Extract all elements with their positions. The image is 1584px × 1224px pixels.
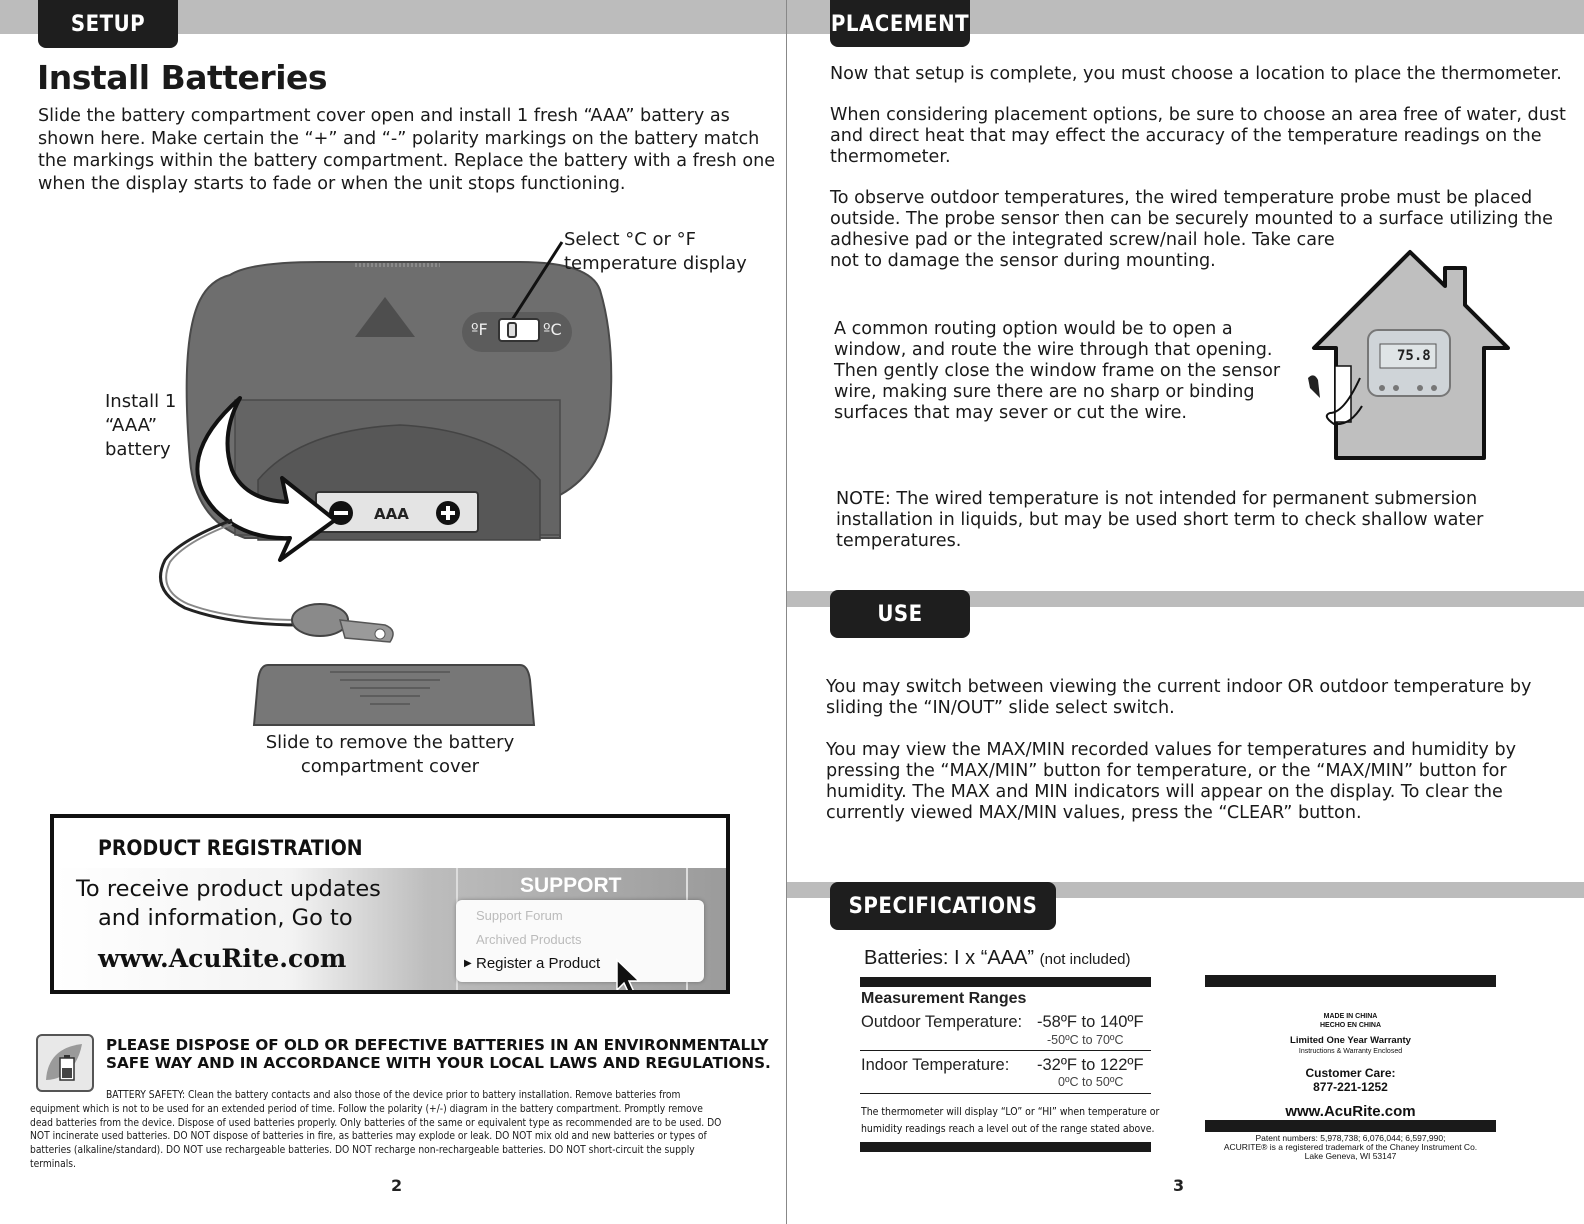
placement-line: thermometer. <box>830 147 951 167</box>
safety-line: dead batteries from the device. Dispose of used batteries properly. Only batteries of the same or equivalent type as recommended are to be used. DO <box>30 1117 722 1129</box>
outdoor-celsius: -50ºC to 70ºC <box>1047 1033 1124 1047</box>
warranty-block <box>1205 1012 1496 1121</box>
product-registration-box <box>50 814 730 994</box>
ranges-heading: Measurement Ranges <box>861 990 1027 1007</box>
battery-safety-text <box>30 1089 760 1172</box>
battery-callout <box>105 390 176 462</box>
intro-line: shown here. Make certain the “+” and “-” polarity markings on the battery match <box>38 129 760 149</box>
placement-line: window, and route the wire through that opening. <box>834 340 1273 360</box>
use-line: currently viewed MAX/MIN values, press the “CLEAR” button. <box>826 803 1362 823</box>
warranty-enclosed: Instructions & Warranty Enclosed <box>1298 1048 1403 1055</box>
battery-install-illustration <box>0 220 786 740</box>
use-line: You may switch between viewing the current indoor OR outdoor temperature by <box>826 677 1532 697</box>
callout-line: compartment cover <box>300 756 480 777</box>
safety-line: terminals. <box>30 1158 76 1170</box>
spec-divider <box>860 1050 1151 1051</box>
section-tab-setup: SETUP <box>38 0 178 48</box>
warranty-rule <box>1205 975 1496 987</box>
placement-line: wire, making sure there are no sharp or binding <box>834 382 1255 402</box>
dispose-line: PLEASE DISPOSE OF OLD OR DEFECTIVE BATTERIES IN AN ENVIRONMENTALLY <box>106 1036 769 1054</box>
indoor-label: Indoor Temperature: <box>861 1056 1010 1074</box>
warranty-url-link[interactable]: www.AcuRite.com <box>1285 1103 1416 1120</box>
mouse-cursor-icon <box>614 958 644 994</box>
warranty-rule <box>1205 1120 1496 1132</box>
note-line: temperatures. <box>836 531 962 551</box>
page-divider <box>786 0 787 1224</box>
house-display-reading: 75.8 <box>1397 348 1431 364</box>
placement-line: adhesive pad or the integrated screw/nail hole. Take care <box>830 230 1335 250</box>
section-tab-specifications: SPECIFICATIONS <box>830 882 1056 930</box>
spec-divider <box>860 1093 1151 1094</box>
warranty-text: Limited One Year Warranty <box>1290 1035 1411 1046</box>
use-line: pressing the “MAX/MIN” button for temperature, or the “MAX/MIN” button for <box>826 761 1507 781</box>
placement-line: outside. The probe sensor then can be securely mounted to a surface utilizing the <box>830 209 1553 229</box>
battery-label: AAA <box>374 505 409 523</box>
placement-line: When considering placement options, be sure to choose an area free of water, dust <box>830 105 1566 125</box>
trademark: ACURITE® is a registered trademark of the Chaney Instrument Co. <box>1223 1142 1478 1152</box>
patents: Patent numbers: 5,978,738; 6,076,044; 6,597,990; <box>1255 1133 1446 1143</box>
placement-line: not to damage the sensor during mounting. <box>830 251 1216 271</box>
dispose-line: SAFE WAY AND IN ACCORDANCE WITH YOUR LOCAL LAWS AND REGULATIONS. <box>106 1054 771 1072</box>
switch-callout <box>564 228 747 276</box>
menu-item-support-forum[interactable]: Support Forum <box>476 908 563 923</box>
intro-line: when the display starts to fade or when the unit stops functioning. <box>38 174 626 194</box>
registration-line-1: To receive product updates <box>76 876 381 902</box>
spec-rule <box>860 977 1151 987</box>
customer-care-label: Customer Care: <box>1305 1066 1396 1080</box>
legal-block <box>1205 1134 1496 1161</box>
batteries-main: Batteries: I x “AAA” <box>864 947 1035 969</box>
support-menu-title[interactable]: SUPPORT <box>520 874 622 897</box>
callout-line: battery <box>105 439 171 460</box>
page-number-left: 2 <box>391 1176 403 1195</box>
safety-line: BATTERY SAFETY: Clean the battery contacts and also those of the device prior to battery installation. Remove batteries from <box>106 1090 681 1101</box>
placement-line: Then gently close the window frame on the sensor <box>834 361 1281 381</box>
batteries-spec <box>864 947 1131 970</box>
registration-line-2: and information, Go to <box>98 905 353 931</box>
switch-knob[interactable] <box>507 322 517 338</box>
page-title: Install Batteries <box>37 58 328 97</box>
note-line: installation in liquids, but may be used short term to check shallow water <box>836 510 1484 530</box>
made-in: MADE IN CHINA <box>1323 1013 1378 1020</box>
use-line: sliding the “IN/OUT” slide select switch. <box>826 698 1175 718</box>
outdoor-fahrenheit: -58ºF to 140ºF <box>1037 1013 1144 1031</box>
placement-line: A common routing option would be to open a <box>834 319 1233 339</box>
registration-heading: PRODUCT REGISTRATION <box>98 836 363 860</box>
indoor-celsius: 0ºC to 50ºC <box>1058 1075 1124 1089</box>
switch-f-label: ºF <box>471 320 488 339</box>
use-line: You may view the MAX/MIN recorded values for temperatures and humidity by <box>826 740 1517 760</box>
section-tab-placement: PLACEMENT <box>830 0 970 47</box>
temperature-unit-switch[interactable] <box>498 318 540 342</box>
callout-line: Select °C or °F <box>564 229 697 250</box>
outdoor-label: Outdoor Temperature: <box>861 1013 1023 1031</box>
registration-url-link[interactable]: www.AcuRite.com <box>98 944 347 973</box>
placement-line: surfaces that may sever or cut the wire. <box>834 403 1187 423</box>
display-note <box>861 1104 1159 1138</box>
recycle-battery-icon <box>36 1034 94 1092</box>
page-number-right: 3 <box>1173 1176 1185 1195</box>
placement-paragraph-1: Now that setup is complete, you must choose a location to place the thermometer. <box>830 64 1562 84</box>
intro-line: the markings within the battery compartment. Replace the battery with a fresh one <box>38 151 776 171</box>
callout-line: temperature display <box>564 253 747 274</box>
support-dropdown <box>456 900 704 982</box>
hecho-en: HECHO EN CHINA <box>1319 1022 1382 1029</box>
intro-line: Slide the battery compartment cover open and install 1 fresh “AAA” battery as <box>38 106 730 126</box>
note-line: NOTE: The wired temperature is not intended for permanent submersion <box>836 489 1478 509</box>
display-note-line: The thermometer will display “LO” or “HI” when temperature or <box>861 1106 1160 1118</box>
safety-line: equipment which is not to be used for an extended period of time. Follow the polarity (+/-) diagram in the battery compartment. Promptly remove <box>30 1103 703 1115</box>
safety-line: NOT incinerate used batteries. DO NOT dispose of batteries in fire, as batteries may explode or leak. DO NOT mix old and new batteries or types of <box>30 1131 707 1143</box>
safety-line: batteries (alkaline/standard). DO NOT use rechargeable batteries. DO NOT recharge non-rechargeable batteries. DO NOT short-circuit the supply <box>30 1145 695 1157</box>
indoor-fahrenheit: -32ºF to 122ºF <box>1037 1056 1144 1074</box>
display-note-line: humidity readings reach a level out of the range stated above. <box>861 1123 1155 1135</box>
placement-line: To observe outdoor temperatures, the wired temperature probe must be placed <box>830 188 1533 208</box>
callout-line: “AAA” <box>105 415 158 436</box>
triangle-right-icon: ▶ <box>464 958 472 969</box>
section-tab-use: USE <box>830 590 970 638</box>
spec-rule <box>860 1142 1151 1152</box>
menu-item-register-product[interactable]: Register a Product <box>476 955 601 972</box>
placement-line: and direct heat that may effect the accuracy of the temperature readings on the <box>830 126 1542 146</box>
callout-line: Slide to remove the battery <box>265 732 515 753</box>
batteries-note: (not included) <box>1039 951 1131 968</box>
dispose-heading <box>106 1036 771 1072</box>
customer-care-phone: 877-221-1252 <box>1313 1080 1388 1094</box>
address: Lake Geneva, WI 53147 <box>1304 1151 1397 1161</box>
menu-item-archived-products[interactable]: Archived Products <box>476 932 582 947</box>
cover-callout <box>240 731 540 779</box>
callout-line: Install 1 <box>105 391 177 412</box>
use-line: humidity. The MAX and MIN indicators will appear on the display. To clear the <box>826 782 1503 802</box>
switch-c-label: ºC <box>543 320 562 339</box>
